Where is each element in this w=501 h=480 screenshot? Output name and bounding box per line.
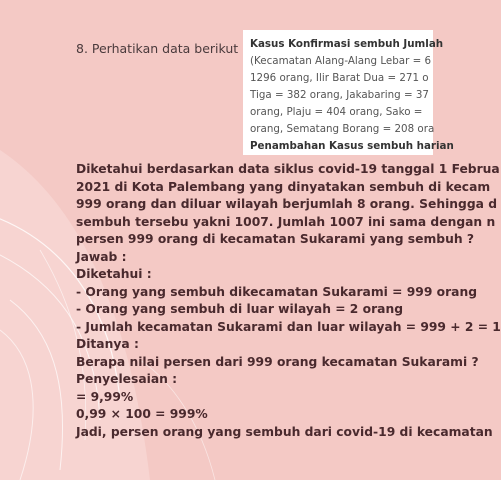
text-line: - Orang yang sembuh dikecamatan Sukarami = 999 orang (76, 284, 478, 299)
text-line: sembuh tersebu yakni 1007. Jumlah 1007 ini sama dengan n (76, 214, 496, 229)
text-line: persen 999 orang di kecamatan Sukarami yang sembuh ? (76, 232, 475, 246)
data-box-line: Penambahan Kasus sembuh harian (250, 140, 454, 152)
text-line: 0,99 × 100 = 999% (76, 407, 208, 421)
text-line: - Orang yang sembuh di luar wilayah = 2 orang (76, 302, 404, 316)
data-box-line: orang, Plaju = 404 orang, Sako = (250, 106, 423, 118)
conclusion-line: Jadi, persen orang yang sembuh dari covid-19 di kecamatan (76, 424, 493, 439)
data-image-box (243, 30, 454, 155)
answer-body (76, 161, 501, 441)
question-number: 8. Perhatikan data berikut (76, 41, 239, 56)
asked-label: Ditanya : (76, 337, 139, 351)
text-line: Berapa nilai persen dari 999 orang kecamatan Sukarami ? (76, 354, 479, 369)
known-label: Diketahui : (76, 267, 152, 281)
text-line: - Jumlah kecamatan Sukarami dan luar wilayah = 999 + 2 = 1 (76, 319, 501, 334)
solution-label: Penyelesaian : (76, 372, 178, 386)
data-box-line: Tiga = 382 orang, Jakabaring = 37 (250, 89, 429, 101)
data-box-line: (Kecamatan Alang-Alang Lebar = 6 (250, 55, 432, 67)
data-box-line: orang, Sematang Borang = 208 ora (250, 123, 435, 135)
text-line: 999 orang dan diluar wilayah berjumlah 8 orang. Sehingga d (76, 197, 498, 211)
text-line: Diketahui berdasarkan data siklus covid-19 tanggal 1 Februa (76, 162, 500, 176)
answer-label: Jawab : (76, 249, 127, 264)
text-line: = 9,99% (76, 389, 134, 404)
data-box-line: 1296 orang, Ilir Barat Dua = 271 o (250, 72, 429, 84)
text-line: 2021 di Kota Palembang yang dinyatakan sembuh di kecam (76, 179, 491, 194)
data-box-line: Kasus Konfirmasi sembuh Jumlah (250, 38, 444, 50)
